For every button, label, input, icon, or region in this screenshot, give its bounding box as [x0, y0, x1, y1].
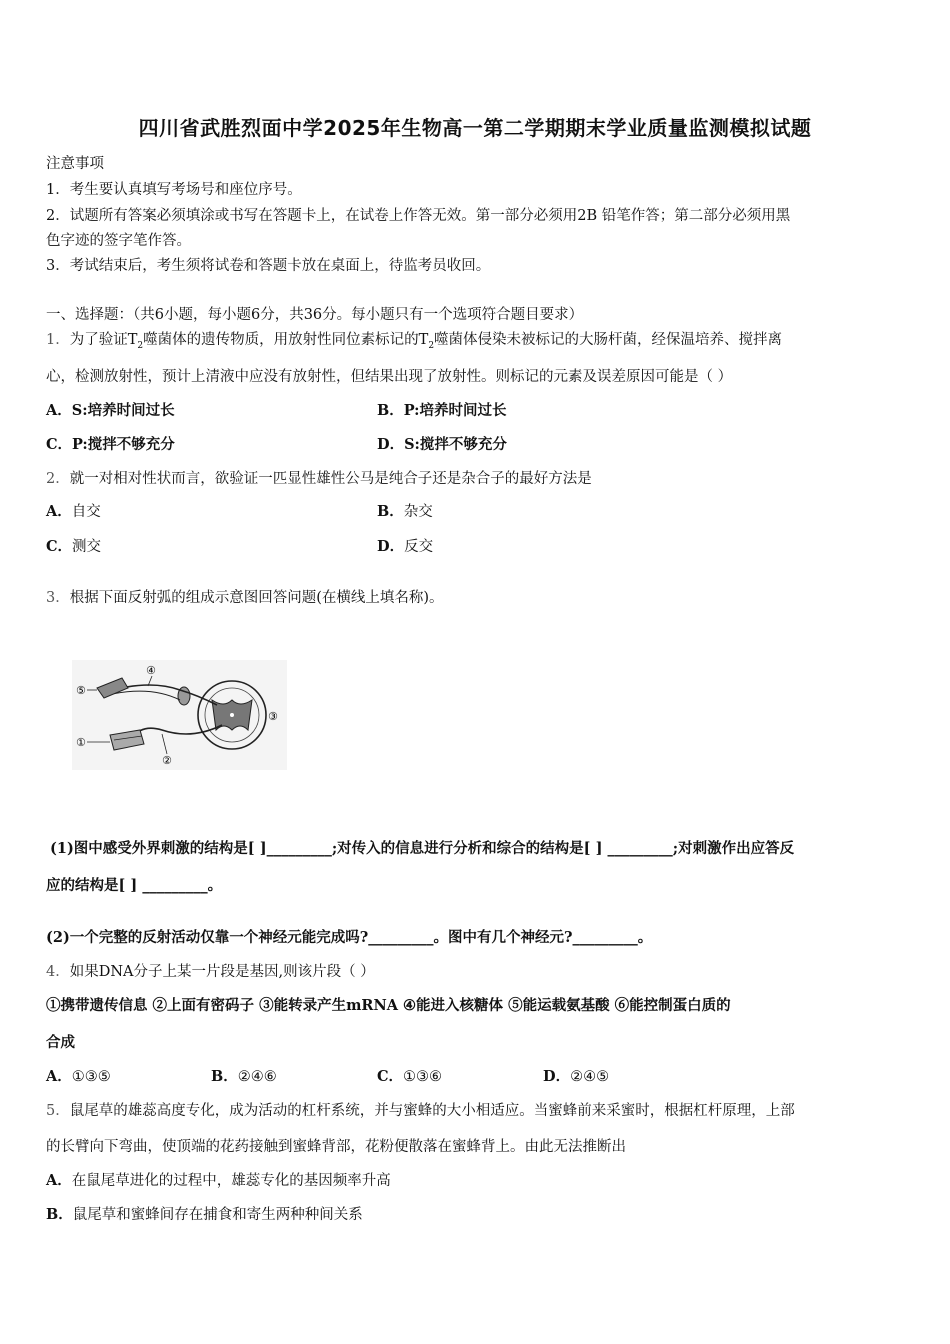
q2-option-a[interactable]: A．自交: [46, 503, 101, 520]
q1-option-a[interactable]: A．S:培养时间过长: [46, 402, 175, 419]
q2-option-b[interactable]: B．杂交: [377, 503, 433, 520]
section-heading: 一、选择题：（共6小题，每小题6分，共36分。每小题只有一个选项符合题目要求）: [46, 307, 584, 323]
figure-label-4: ④: [146, 664, 156, 677]
q1-option-c[interactable]: C．P:搅拌不够充分: [46, 436, 175, 453]
notice-item-1: 1．考生要认真填写考场号和座位序号。: [46, 182, 302, 198]
question-3-part-1-line-2: 应的结构是[ ] _________。: [46, 877, 223, 894]
figure-label-3: ③: [268, 710, 278, 723]
question-3-part-1-line-1: (1)图中感受外界刺激的结构是[ ]_________;对传入的信息进行分析和综合的结构是[ ] _________;对刺激作出应答反: [50, 840, 795, 857]
notice-item-2-cont: 色字迹的签字笔作答。: [46, 233, 191, 249]
question-4-statements-line-2: 合成: [46, 1034, 75, 1051]
question-5-line-1: 5．鼠尾草的雄蕊高度专化，成为活动的杠杆系统，并与蜜蜂的大小相适应。当蜜蜂前来采蜜时，根据杠杆原理，上部: [46, 1103, 795, 1119]
q2-option-c[interactable]: C．测交: [46, 538, 102, 555]
page-title: 四川省武胜烈面中学2025年生物高一第二学期期末学业质量监测模拟试题: [138, 116, 812, 140]
q1-option-b[interactable]: B．P:培养时间过长: [377, 402, 507, 419]
q5-option-b[interactable]: B．鼠尾草和蜜蜂间存在捕食和寄生两种种间关系: [46, 1206, 363, 1223]
figure-label-5: ⑤: [76, 684, 86, 697]
reflex-arc-diagram: [72, 660, 287, 770]
q4-option-d[interactable]: D．②④⑤: [543, 1068, 610, 1085]
figure-label-2: ②: [162, 754, 172, 767]
notice-item-2: 2．试题所有答案必须填涂或书写在答题卡上，在试卷上作答无效。第一部分必须用2B 铅笔作答；第二部分必须用黑: [46, 208, 791, 224]
question-2: 2．就一对相对性状而言，欲验证一匹显性雄性公马是纯合子还是杂合子的最好方法是: [46, 471, 592, 487]
question-3-part-2: (2)一个完整的反射活动仅靠一个神经元能完成吗?_________。图中有几个神经元?_________。: [46, 929, 653, 946]
q2-option-d[interactable]: D．反交: [377, 538, 434, 555]
reflex-arc-figure: [72, 660, 287, 770]
question-1-line-1: 1．为了验证$T_2$噬菌体的遗传物质，用放射性同位素标记的$T_2$噬菌体侵染未被标记的大肠杆菌，经保温培养、搅拌离: [46, 332, 783, 351]
q5-option-a[interactable]: A．在鼠尾草进化的过程中，雄蕊专化的基因频率升高: [46, 1172, 391, 1189]
question-3: 3．根据下面反射弧的组成示意图回答问题(在横线上填名称)。: [46, 590, 444, 606]
notice-item-3: 3．考试结束后，考生须将试卷和答题卡放在桌面上，待监考员收回。: [46, 258, 491, 274]
figure-label-1: ①: [76, 736, 86, 749]
q4-option-b[interactable]: B．②④⑥: [211, 1068, 277, 1085]
q1-option-d[interactable]: D．S:搅拌不够充分: [377, 436, 507, 453]
question-4: 4．如果DNA分子上某一片段是基因,则该片段（ ）: [46, 964, 375, 980]
question-number: 1．: [46, 332, 70, 348]
q4-option-a[interactable]: A．①③⑤: [46, 1068, 111, 1085]
q4-option-c[interactable]: C．①③⑥: [377, 1068, 443, 1085]
question-1-line-2: 心，检测放射性，预计上清液中应没有放射性，但结果出现了放射性。则标记的元素及误差原因可能是（ ）: [46, 369, 733, 385]
notice-heading: 注意事项: [46, 156, 104, 172]
question-4-statements-line-1: ①携带遗传信息 ②上面有密码子 ③能转录产生mRNA ④能进入核糖体 ⑤能运载氨基酸 ⑥能控制蛋白质的: [46, 997, 731, 1014]
question-5-line-2: 的长臂向下弯曲，使顶端的花药接触到蜜蜂背部，花粉便散落在蜜蜂背上。由此无法推断出: [46, 1139, 626, 1155]
